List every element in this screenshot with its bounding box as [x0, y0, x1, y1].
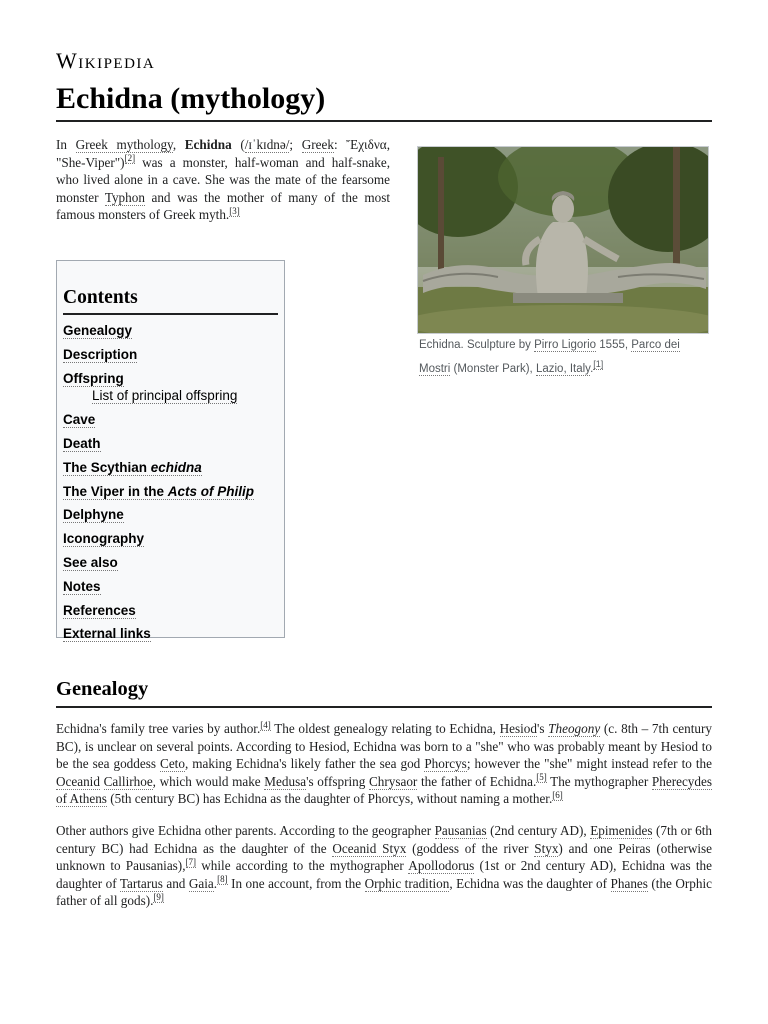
- link-medusa[interactable]: Medusa: [264, 773, 307, 789]
- toc-item-death[interactable]: Death: [63, 435, 101, 451]
- lead-subject: Echidna: [184, 137, 232, 152]
- toc-title: Contents: [63, 287, 278, 315]
- toc-item-list-of-principal-offspring[interactable]: List of principal offspring: [92, 388, 238, 404]
- ref-4[interactable]: [4]: [260, 719, 271, 730]
- link-typhon[interactable]: Typhon: [104, 189, 145, 205]
- link-pronunciation[interactable]: /ɪˈkɪdnə/: [244, 137, 290, 152]
- ref-1[interactable]: [1]: [593, 359, 604, 369]
- link-ceto[interactable]: Ceto: [160, 756, 185, 772]
- figure-caption: Echidna. Sculpture by Pirro Ligorio 1555, Parco dei Mostri (Monster Park), Lazio, Italy.[1]: [419, 339, 680, 375]
- ref-9[interactable]: [9]: [153, 891, 164, 902]
- page-title: Echidna (mythology): [56, 80, 712, 122]
- ref-3[interactable]: [3]: [229, 205, 240, 216]
- toc-item-cave[interactable]: Cave: [63, 412, 96, 428]
- toc-item-description[interactable]: Description: [63, 346, 138, 362]
- link-tartarus[interactable]: Tartarus: [119, 875, 163, 891]
- link-greek-mythology[interactable]: Greek mythology: [75, 137, 173, 152]
- link-greek[interactable]: Greek: [301, 137, 334, 152]
- toc-item-iconography[interactable]: Iconography: [63, 531, 145, 547]
- toc-item-delphyne[interactable]: Delphyne: [63, 507, 124, 523]
- genealogy-paragraph-1: Echidna's family tree varies by author.[4] The oldest genealogy relating to Echidna, Hesiod's Theogony (c. 8th – 7th century BC), is unclear on several points. According to Hesiod, Echidna was born to a "she" who was probably meant by Hesiod to be the sea goddess Ceto, making Echidna's likely father the sea god Phorcys; however the "she" might instead refer to the Oceanid Callirhoe, which would make Medusa's offspring Chrysaor the father of Echidna.[5] The mythographer Pherecydes of Athens (5th century BC) has Echidna as the daughter of Phorcys, without naming a mother.[6]: [56, 719, 713, 807]
- link-phanes[interactable]: Phanes: [610, 875, 648, 891]
- toc-item-offspring[interactable]: Offspring: [63, 370, 124, 386]
- link-pherecydes-of-athens[interactable]: Pherecydes of Athens: [56, 773, 712, 807]
- link-chrysaor[interactable]: Chrysaor: [368, 773, 418, 789]
- toc-list: [63, 319, 278, 646]
- link-apollodorus[interactable]: Apollodorus: [408, 858, 475, 874]
- toc-item-external-links[interactable]: External links: [63, 626, 151, 642]
- toc-item-genealogy[interactable]: Genealogy: [63, 323, 133, 338]
- ref-7[interactable]: [7]: [185, 856, 197, 867]
- link-oceanid-styx[interactable]: Oceanid Styx: [332, 840, 407, 856]
- ref-5[interactable]: [5]: [536, 772, 547, 783]
- ref-8[interactable]: [8]: [217, 874, 228, 885]
- toc-item-references[interactable]: References: [63, 602, 136, 618]
- link-callirhoe[interactable]: Callirhoe: [103, 773, 153, 789]
- lead-section: [56, 136, 712, 666]
- link-theogony[interactable]: Theogony: [548, 721, 601, 736]
- toc-item-viper-acts-of-philip[interactable]: The Viper in the Acts of Philip: [63, 483, 255, 499]
- link-orphic-tradition[interactable]: Orphic tradition: [364, 875, 450, 891]
- article-page: [56, 0, 712, 910]
- link-oceanid[interactable]: Oceanid: [56, 773, 100, 789]
- link-parco-dei-mostri[interactable]: Parco dei Mostri: [419, 339, 680, 375]
- link-gaia[interactable]: Gaia: [188, 875, 214, 891]
- link-styx[interactable]: Styx: [534, 840, 559, 856]
- echidna-sculpture-image[interactable]: [417, 146, 709, 334]
- link-hesiod[interactable]: Hesiod: [499, 721, 537, 736]
- lead-paragraph: In Greek mythology, Echidna (/ɪˈkɪdnə/; Greek: Ἔχιδνα, "She-Viper")[2] was a monster, half-woman and half-snake, who lived alone in a cave. She was the mate of the fearsome monster Typhon and was the mother of many of the most famous monsters of Greek myth.[3]: [56, 137, 390, 223]
- section-heading-genealogy: Genealogy: [56, 676, 712, 708]
- toc-item-see-also[interactable]: See also: [63, 554, 118, 570]
- ref-6[interactable]: [6]: [552, 789, 563, 800]
- link-pirro-ligorio[interactable]: Pirro Ligorio: [534, 339, 597, 351]
- link-pausanias[interactable]: Pausanias: [434, 822, 487, 838]
- toc-item-scythian-echidna[interactable]: The Scythian echidna: [63, 459, 202, 475]
- link-lazio-italy[interactable]: Lazio, Italy: [535, 362, 591, 375]
- link-phorcys[interactable]: Phorcys: [424, 756, 467, 772]
- genealogy-section: [56, 676, 712, 910]
- table-of-contents: [56, 260, 285, 642]
- ref-2[interactable]: [2]: [124, 153, 136, 164]
- link-epimenides[interactable]: Epimenides: [590, 822, 653, 838]
- infobox-figure: [417, 146, 709, 379]
- genealogy-paragraph-2: Other authors give Echidna other parents. According to the geographer Pausanias (2nd century AD), Epimenides (7th or 6th century BC) had Echidna as the daughter of the Oceanid Styx (goddess of the river Styx) and one Peiras (otherwise unknown to Pausanias),[7] while according to the mythographer Apollodorus (1st or 2nd century AD), Echidna was the daughter of Tartarus and Gaia.[8] In one account, from the Orphic tradition, Echidna was the daughter of Phanes (the Orphic father of all gods).[9]: [56, 822, 713, 909]
- wikipedia-wordmark[interactable]: Wikipedia: [56, 48, 156, 73]
- toc-item-notes[interactable]: Notes: [63, 578, 101, 594]
